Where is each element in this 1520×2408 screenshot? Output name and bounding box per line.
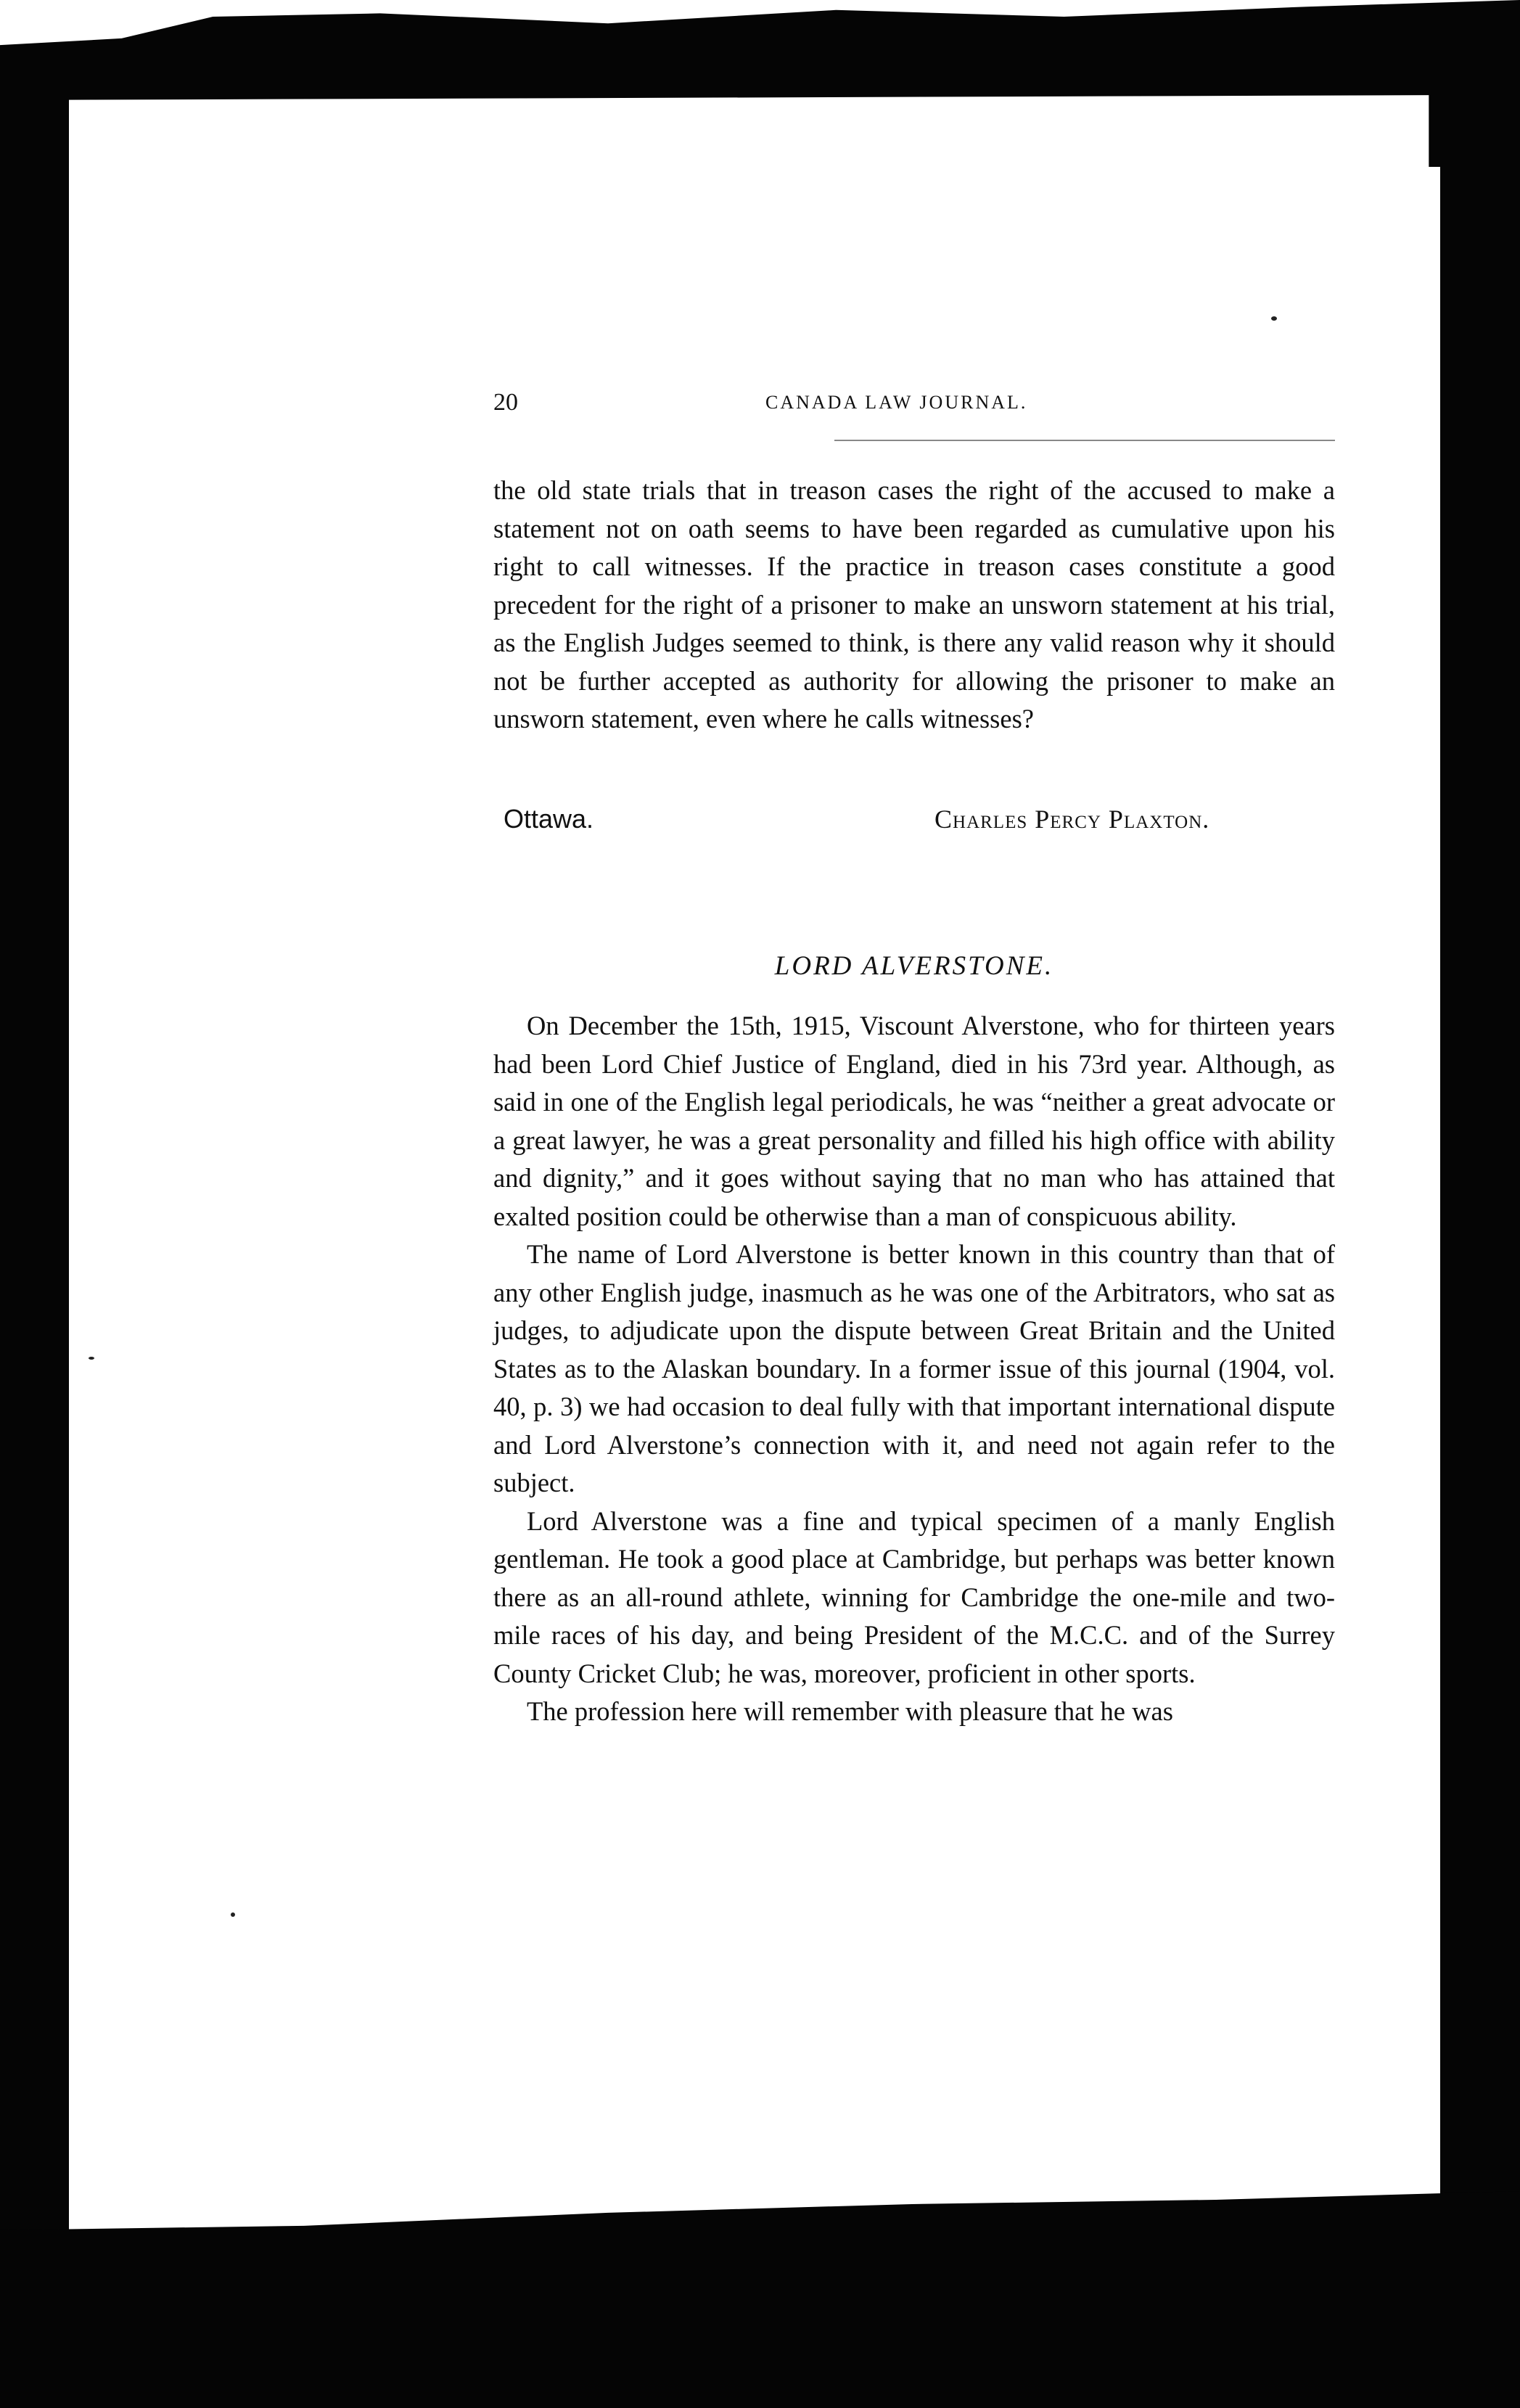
page-number: 20 — [493, 389, 518, 416]
article-body — [493, 1007, 1335, 1731]
scan-border-bottom — [0, 2191, 1520, 2408]
scan-speck — [89, 1357, 94, 1360]
scan-border-left — [0, 94, 69, 2343]
scan-border-right — [1440, 131, 1520, 2408]
running-head — [493, 389, 1331, 418]
signature-line — [493, 804, 1335, 842]
scan-speck — [231, 1912, 235, 1917]
journal-title: CANADA LAW JOURNAL. — [765, 392, 1028, 413]
paragraph: Lord Alverstone was a fine and typical specimen of a manly English gentleman. He took a good place at Cambridge, but perhaps was better known there as an all-round athlete, winning for Cambridge the one-mile and two-mile races of his day, and being President of the M.C.C. and of the Surrey County Cricket Club; he was, moreover, proficient in other sports. — [493, 1505, 1335, 1688]
header-rule — [834, 440, 1335, 441]
signature-place: Ottawa. — [504, 804, 594, 834]
scan-border-top — [0, 0, 1520, 167]
continued-paragraph — [493, 472, 1335, 739]
article-title: LORD ALVERSTONE. — [774, 951, 1054, 981]
paragraph: The profession here will remember with pleasure that he was — [527, 1696, 1173, 1726]
paragraph: the old state trials that in treason cases the right of the accused to make a statement not on oath seems to have been regarded as cumulative upon his right to call witnesses. If the practice in treason cases constitute a good precedent for the right of a prisoner to make an unsworn statement at his trial, as the English Judges seemed to think, is there any valid reason why it should not be further accepted as authority for allowing the prisoner to make an unsworn statement, even where he calls witnesses? — [493, 475, 1335, 734]
scan-speck — [1271, 316, 1277, 321]
paragraph: The name of Lord Alverstone is better known in this country than that of any other English judge, inasmuch as he was one of the Arbitrators, who sat as judges, to adjudicate upon the dispute between Great Britain and the United States as to the Alaskan boundary. In a former issue of this journal (1904, vol. 40, p. 3) we had occasion to deal fully with that important international dispute and Lord Alverstone’s connection with it, and need not again refer to the subject. — [493, 1239, 1335, 1497]
paragraph: On December the 15th, 1915, Viscount Alverstone, who for thirteen years had been Lord Chief Justice of England, died in his 73rd year. Although, as said in one of the English legal periodicals, he was “neither a great advocate or a great lawyer, he was a great personality and filled his high office with ability and dignity,” and it goes without saying that no man who has attained that exalted position could be otherwise than a man of conspicuous ability. — [493, 1011, 1335, 1231]
signature-name: Charles Percy Plaxton. — [934, 805, 1210, 834]
